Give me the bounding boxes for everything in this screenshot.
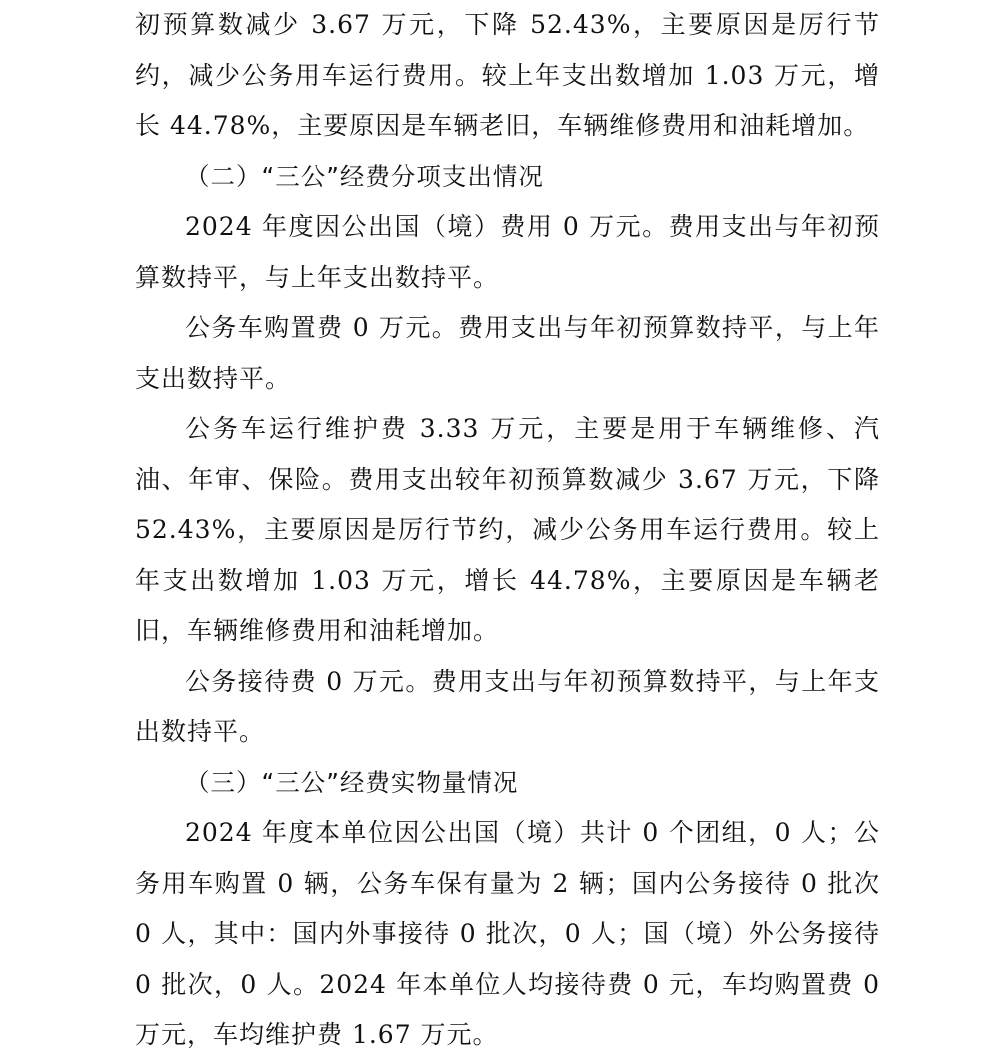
- paragraph-reception: 公务接待费 0 万元。费用支出与年初预算数持平，与上年支出数持平。: [135, 666, 880, 746]
- paragraph-overseas-travel: 2024 年度因公出国（境）费用 0 万元。费用支出与年初预算数持平，与上年支出数持平。: [135, 212, 880, 292]
- paragraph-vehicle-purchase: 公务车购置费 0 万元。费用支出与年初预算数持平，与上年支出数持平。: [135, 313, 880, 393]
- paragraph-vehicle-maintenance: 公务车运行维护费 3.33 万元，主要是用于车辆维修、汽油、年审、保险。费用支出较年初预算数减少 3.67 万元，下降 52.43%，主要原因是厉行节约，减少公务用车运行费用。较上年支出数增加 1.03 万元，增长 44.78%，主要原因是车辆老旧，车辆维修费用和油耗增加。: [135, 414, 880, 645]
- paragraph-physical-quantity: 2024 年度本单位因公出国（境）共计 0 个团组，0 人；公务用车购置 0 辆，公务车保有量为 2 辆；国内公务接待 0 批次 0 人，其中：国内外事接待 0 批次，0 人；国（境）外公务接待 0 批次，0 人。2024 年本单位人均接待费 0 元，车均购置费 0 万元，车均维护费 1.67 万元。: [135, 818, 880, 1049]
- document-page: [135, 0, 880, 1061]
- paragraph-continuation: 初预算数减少 3.67 万元，下降 52.43%，主要原因是厉行节约，减少公务用车运行费用。较上年支出数增加 1.03 万元，增长 44.78%，主要原因是车辆老旧，车辆维修费用和油耗增加。: [135, 10, 880, 140]
- section-heading-2: （二）“三公”经费分项支出情况: [185, 161, 544, 191]
- section-heading-3: （三）“三公”经费实物量情况: [185, 767, 519, 797]
